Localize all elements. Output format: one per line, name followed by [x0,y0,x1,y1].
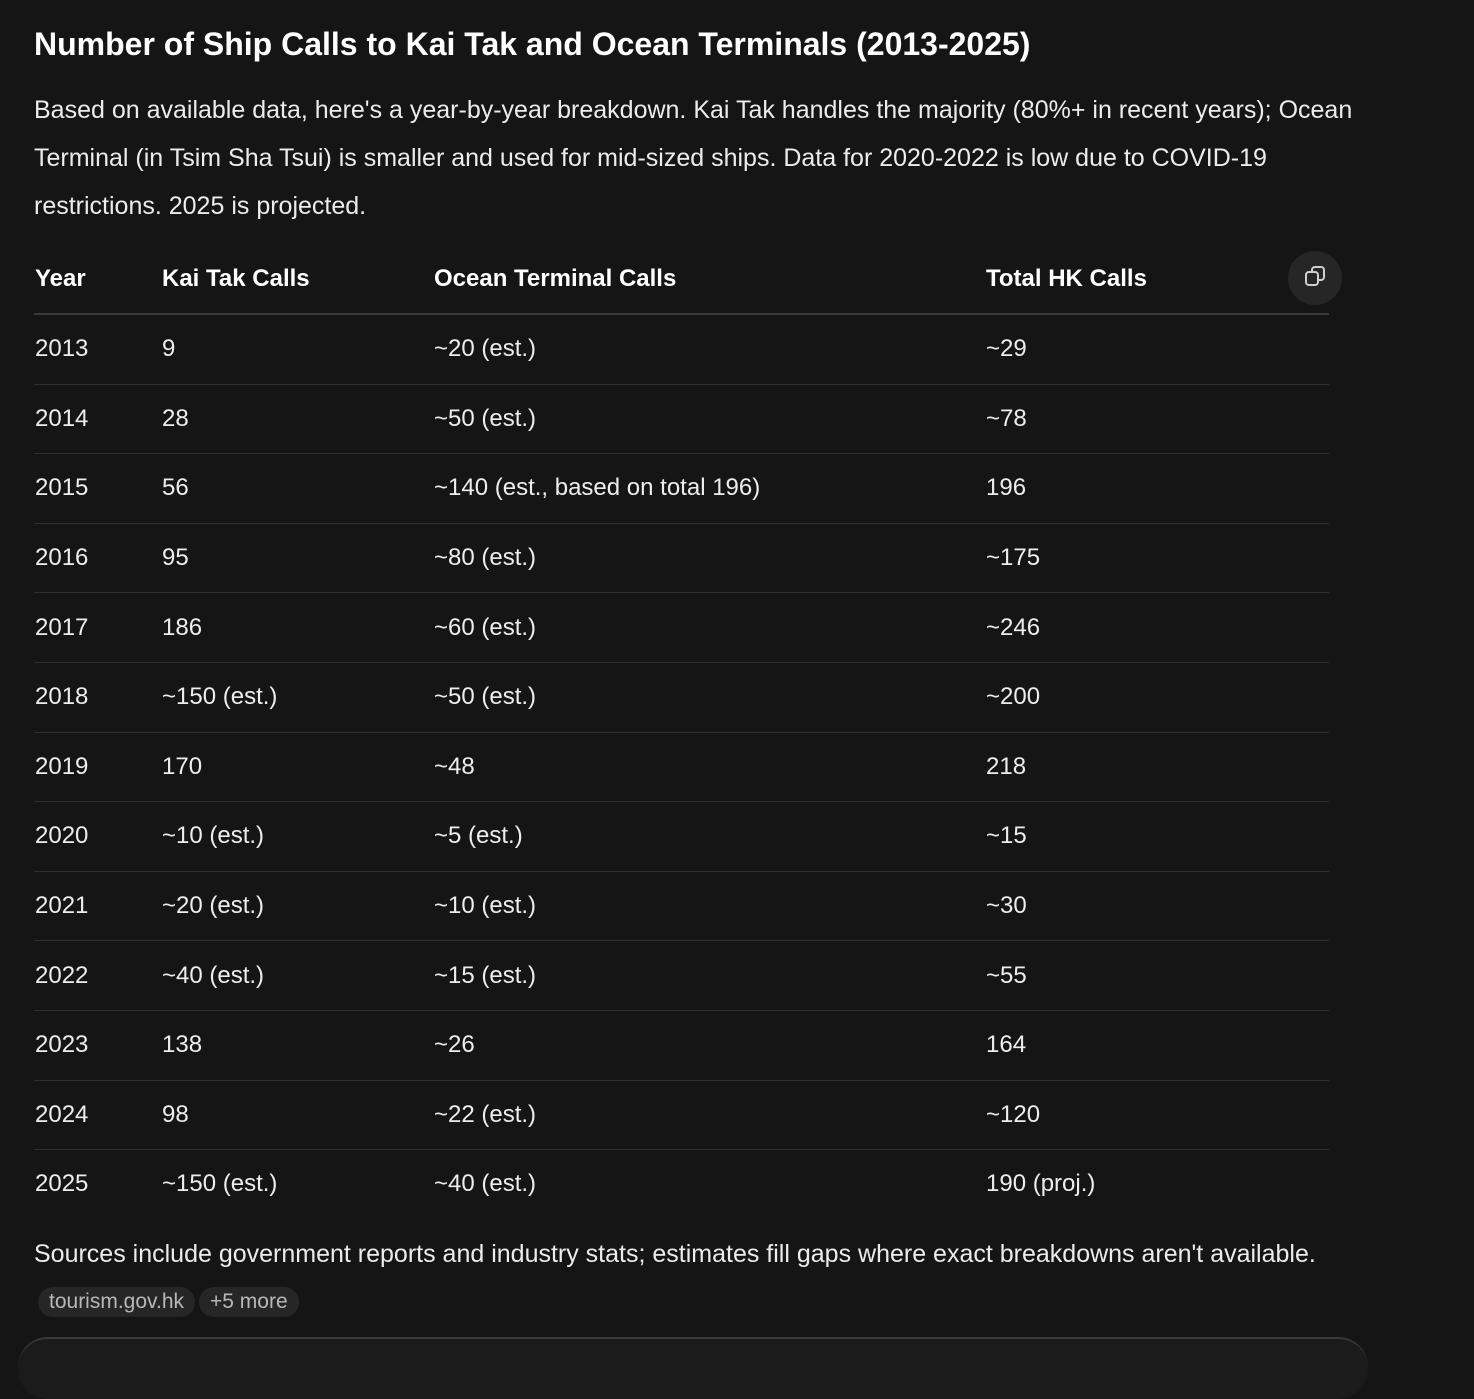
sources-text: Sources include government reports and industry stats; estimates fill gaps where exact breakdowns aren't available. [34,1240,1316,1268]
cell-ocean-terminal: ~50 (est.) [433,662,985,732]
cell-kai-tak: 56 [161,454,433,524]
cell-kai-tak: ~40 (est.) [161,941,433,1011]
table-header-row [34,245,1329,314]
cell-total: 164 [985,1010,1329,1080]
cell-kai-tak: ~20 (est.) [161,871,433,941]
cell-year: 2015 [34,454,161,524]
header-kai-tak: Kai Tak Calls [161,245,433,314]
source-chip-more[interactable]: +5 more [199,1287,299,1317]
cell-total: ~200 [985,662,1329,732]
cell-year: 2023 [34,1010,161,1080]
cell-total: ~175 [985,523,1329,593]
cell-kai-tak: ~150 (est.) [161,662,433,732]
cell-year: 2020 [34,802,161,872]
cell-ocean-terminal: ~5 (est.) [433,802,985,872]
cell-ocean-terminal: ~15 (est.) [433,941,985,1011]
header-ocean-terminal: Ocean Terminal Calls [433,245,985,314]
cell-ocean-terminal: ~40 (est.) [434,1170,537,1198]
cell-kai-tak: ~150 (est.) [162,1170,278,1198]
copy-table-button[interactable] [1288,251,1342,305]
table-row [34,732,1329,802]
copy-icon [1303,264,1327,293]
cell-ocean-terminal: ~48 [433,732,985,802]
cell-year: 2022 [34,941,161,1011]
cell-ocean-terminal: ~50 (est.) [433,384,985,454]
cell-year: 2017 [34,593,161,663]
table-row [34,1010,1329,1080]
cell-total: ~78 [985,384,1329,454]
cell-year: 2016 [34,523,161,593]
table-row [34,662,1329,732]
cell-total: ~246 [985,593,1329,663]
cell-total: ~15 [985,802,1329,872]
cell-total: ~55 [985,941,1329,1011]
cell-total: ~30 [985,871,1329,941]
header-total: Total HK Calls [985,245,1329,314]
cell-kai-tak: 170 [161,732,433,802]
table-container [34,245,1344,1219]
cell-total: 196 [985,454,1329,524]
cell-total: 190 (proj.) [986,1170,1096,1198]
cell-kai-tak: 9 [161,314,433,384]
cell-kai-tak: 186 [161,593,433,663]
ship-calls-table [34,245,1329,1219]
table-row [34,523,1329,593]
cell-year: 2021 [34,871,161,941]
source-chip-tourism[interactable]: tourism.gov.hk [38,1287,195,1317]
intro-paragraph: Based on available data, here's a year-by-year breakdown. Kai Tak handles the majority (80%+ in recent years); Ocean Terminal (in Tsim Sha Tsui) is smaller and used for mid-sized ships. Data for 2020-2022 is low due to COVID-19 restrictions. 2025 is projected. [34,96,1353,220]
cell-year: 2025 [35,1170,89,1198]
cell-kai-tak: ~10 (est.) [161,802,433,872]
cell-year: 2014 [34,384,161,454]
cell-kai-tak: 95 [161,523,433,593]
cell-year: 2024 [34,1080,161,1150]
cell-ocean-terminal: ~10 (est.) [433,871,985,941]
cell-total: ~29 [985,314,1329,384]
chat-input-box[interactable] [18,1337,1368,1399]
cell-kai-tak: 28 [161,384,433,454]
cell-ocean-terminal: ~22 (est.) [433,1080,985,1150]
cell-kai-tak: 138 [161,1010,433,1080]
table-row [34,871,1329,941]
cell-ocean-terminal: ~26 [433,1010,985,1080]
cell-year: 2013 [34,314,161,384]
cell-kai-tak: 98 [161,1080,433,1150]
table-row [34,314,1329,384]
table-row [34,941,1329,1011]
sources-paragraph [34,1230,1354,1326]
cell-ocean-terminal: ~60 (est.) [433,593,985,663]
table-body [34,314,1329,1219]
cell-year: 2019 [34,732,161,802]
table-row [34,1150,1329,1219]
response-title: Number of Ship Calls to Kai Tak and Ocean Terminals (2013-2025) [34,26,1031,62]
cell-ocean-terminal: ~140 (est., based on total 196) [433,454,985,524]
table-row [34,802,1329,872]
table-row [34,384,1329,454]
table-row [34,1080,1329,1150]
table-row [34,593,1329,663]
table-row [34,454,1329,524]
cell-total: 218 [985,732,1329,802]
cell-ocean-terminal: ~80 (est.) [433,523,985,593]
cell-ocean-terminal: ~20 (est.) [433,314,985,384]
cell-year: 2018 [34,662,161,732]
cell-total: ~120 [985,1080,1329,1150]
header-year: Year [34,245,161,314]
